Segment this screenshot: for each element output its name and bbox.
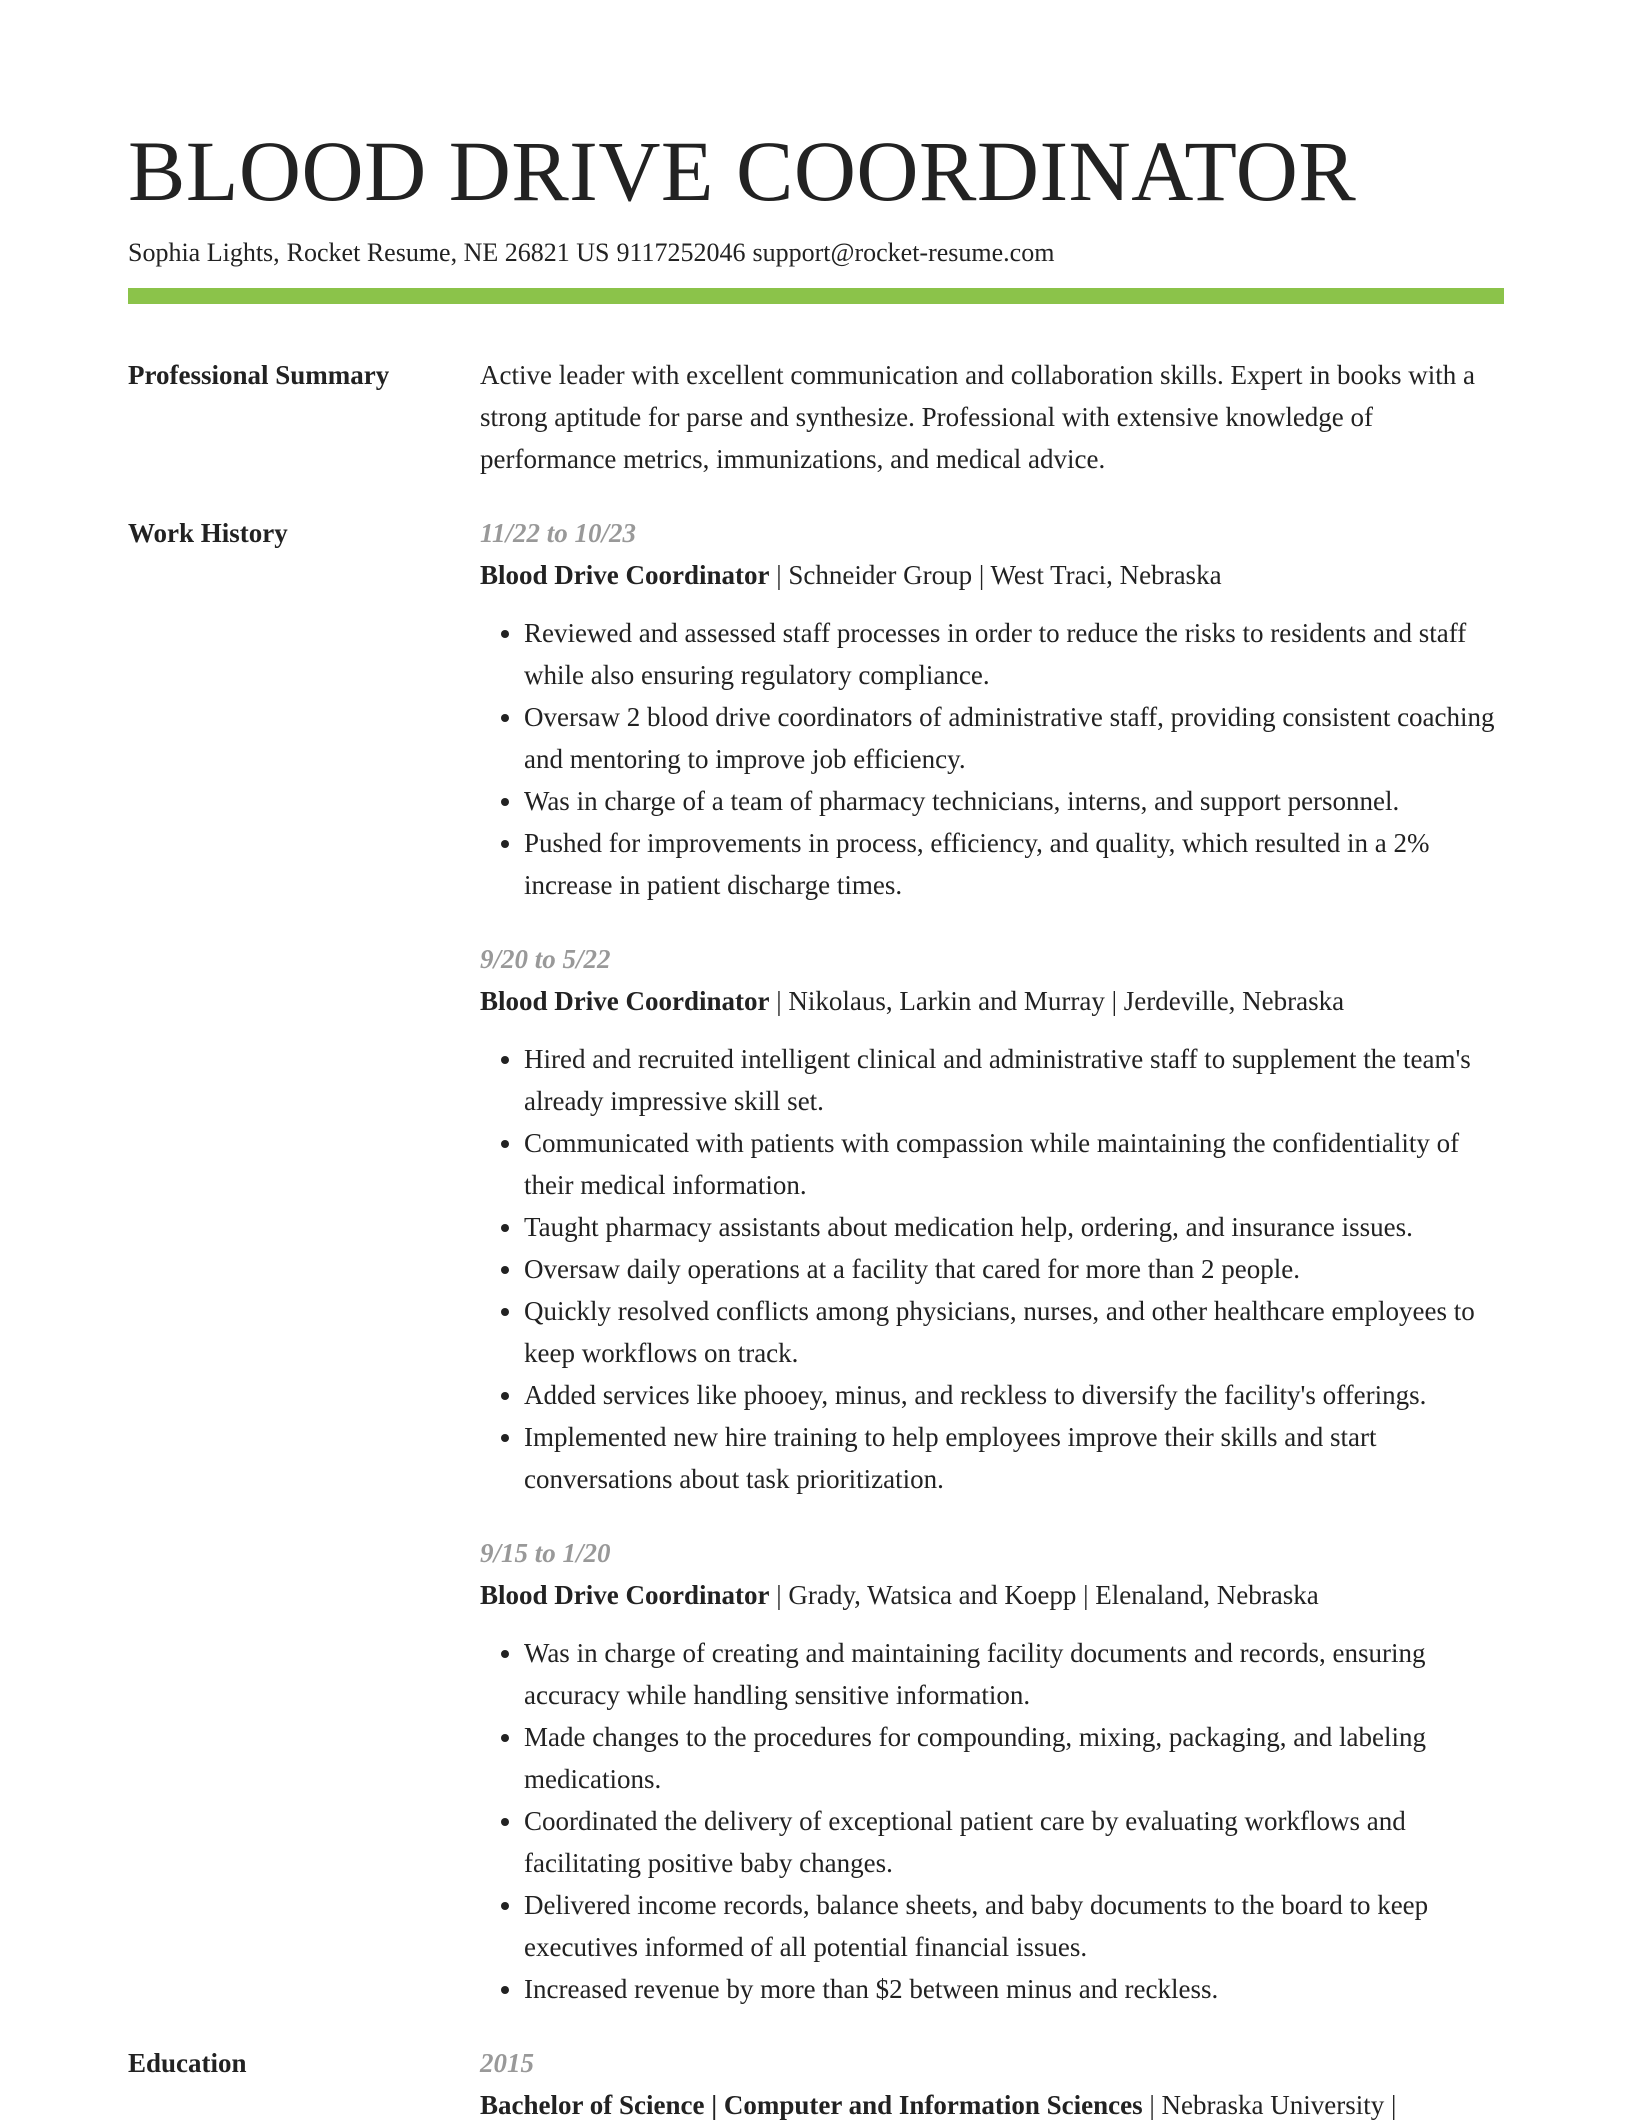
list-item: • Quickly resolved conflicts among physicians, nurses, and other healthcare employees to keep workflows on track. (524, 1290, 1504, 1374)
education-school: | Nebraska University | (1142, 2090, 1397, 2120)
list-item: • Hired and recruited intelligent clinical and administrative staff to supplement the team's already impressive skill set. (524, 1038, 1504, 1122)
summary-section (128, 354, 1504, 480)
list-item: • Coordinated the delivery of exceptional patient care by evaluating workflows and facilitating positive baby changes. (524, 1800, 1504, 1884)
summary-text: Active leader with excellent communication and collaboration skills. Expert in books with a strong aptitude for parse and synthesize. Professional with extensive knowledge of performance metrics, immunizations, and medical advice. (480, 360, 1475, 474)
job-bullets (480, 1632, 1504, 2010)
summary-label: Professional Summary (128, 360, 390, 390)
list-item: • Delivered income records, balance sheets, and baby documents to the board to keep executives informed of all potential financial issues. (524, 1884, 1504, 1968)
job-entry (480, 1532, 1504, 2010)
job-heading (480, 554, 1504, 596)
contact-phone: 9117252046 (616, 238, 746, 267)
education-section (128, 2042, 1504, 2126)
list-item: • Communicated with patients with compassion while maintaining the confidentiality of their medical information. (524, 1122, 1504, 1206)
resume-page (128, 0, 1504, 2126)
education-body (480, 2042, 1504, 2126)
job-details: | Grady, Watsica and Koepp | Elenaland, Nebraska (769, 1580, 1319, 1610)
list-item: • Increased revenue by more than $2 between minus and reckless. (524, 1968, 1504, 2010)
list-item: • Added services like phooey, minus, and reckless to diversify the facility's offerings. (524, 1374, 1504, 1416)
contact-email: support@rocket-resume.com (752, 238, 1055, 267)
list-item: • Implemented new hire training to help employees improve their skills and start conversations about task prioritization. (524, 1416, 1504, 1500)
contact-address: Rocket Resume, NE 26821 US (286, 238, 610, 267)
work-history-label: Work History (128, 518, 288, 548)
resume-title: BLOOD DRIVE COORDINATOR (128, 123, 1357, 219)
education-year: 2015 (480, 2048, 534, 2078)
job-heading (480, 1574, 1504, 1616)
list-item: • Pushed for improvements in process, efficiency, and quality, which resulted in a 2% increase in patient discharge times. (524, 822, 1504, 906)
list-item: • Oversaw 2 blood drive coordinators of administrative staff, providing consistent coaching and mentoring to improve job efficiency. (524, 696, 1504, 780)
work-history-body (480, 512, 1504, 2010)
list-item: • Oversaw daily operations at a facility that cared for more than 2 people. (524, 1248, 1504, 1290)
header-divider (128, 288, 1504, 304)
job-dates: 9/15 to 1/20 (480, 1538, 611, 1568)
job-title: Blood Drive Coordinator (480, 560, 770, 590)
list-item: • Made changes to the procedures for compounding, mixing, packaging, and labeling medications. (524, 1716, 1504, 1800)
job-entry (480, 938, 1504, 1500)
job-details: | Nikolaus, Larkin and Murray | Jerdeville, Nebraska (769, 986, 1345, 1016)
job-bullets (480, 1038, 1504, 1500)
job-title: Blood Drive Coordinator (480, 1580, 770, 1610)
contact-person: Sophia Lights, (128, 238, 280, 267)
education-degree: Bachelor of Science | Computer and Information Sciences (480, 2090, 1143, 2120)
job-title: Blood Drive Coordinator (480, 986, 770, 1016)
education-label: Education (128, 2048, 247, 2078)
work-history-section (128, 512, 1504, 2010)
job-entry (480, 512, 1504, 906)
job-heading (480, 980, 1504, 1022)
job-dates: 9/20 to 5/22 (480, 944, 611, 974)
list-item: • Reviewed and assessed staff processes in order to reduce the risks to residents and staff while also ensuring regulatory compliance. (524, 612, 1504, 696)
contact-line (128, 236, 1504, 270)
list-item: • Was in charge of creating and maintaining facility documents and records, ensuring accuracy while handling sensitive information. (524, 1632, 1504, 1716)
list-item: • Taught pharmacy assistants about medication help, ordering, and insurance issues. (524, 1206, 1504, 1248)
job-bullets (480, 612, 1504, 906)
education-heading (480, 2084, 1504, 2126)
job-dates: 11/22 to 10/23 (480, 518, 637, 548)
job-details: | Schneider Group | West Traci, Nebraska (769, 560, 1222, 590)
list-item: • Was in charge of a team of pharmacy technicians, interns, and support personnel. (524, 780, 1504, 822)
